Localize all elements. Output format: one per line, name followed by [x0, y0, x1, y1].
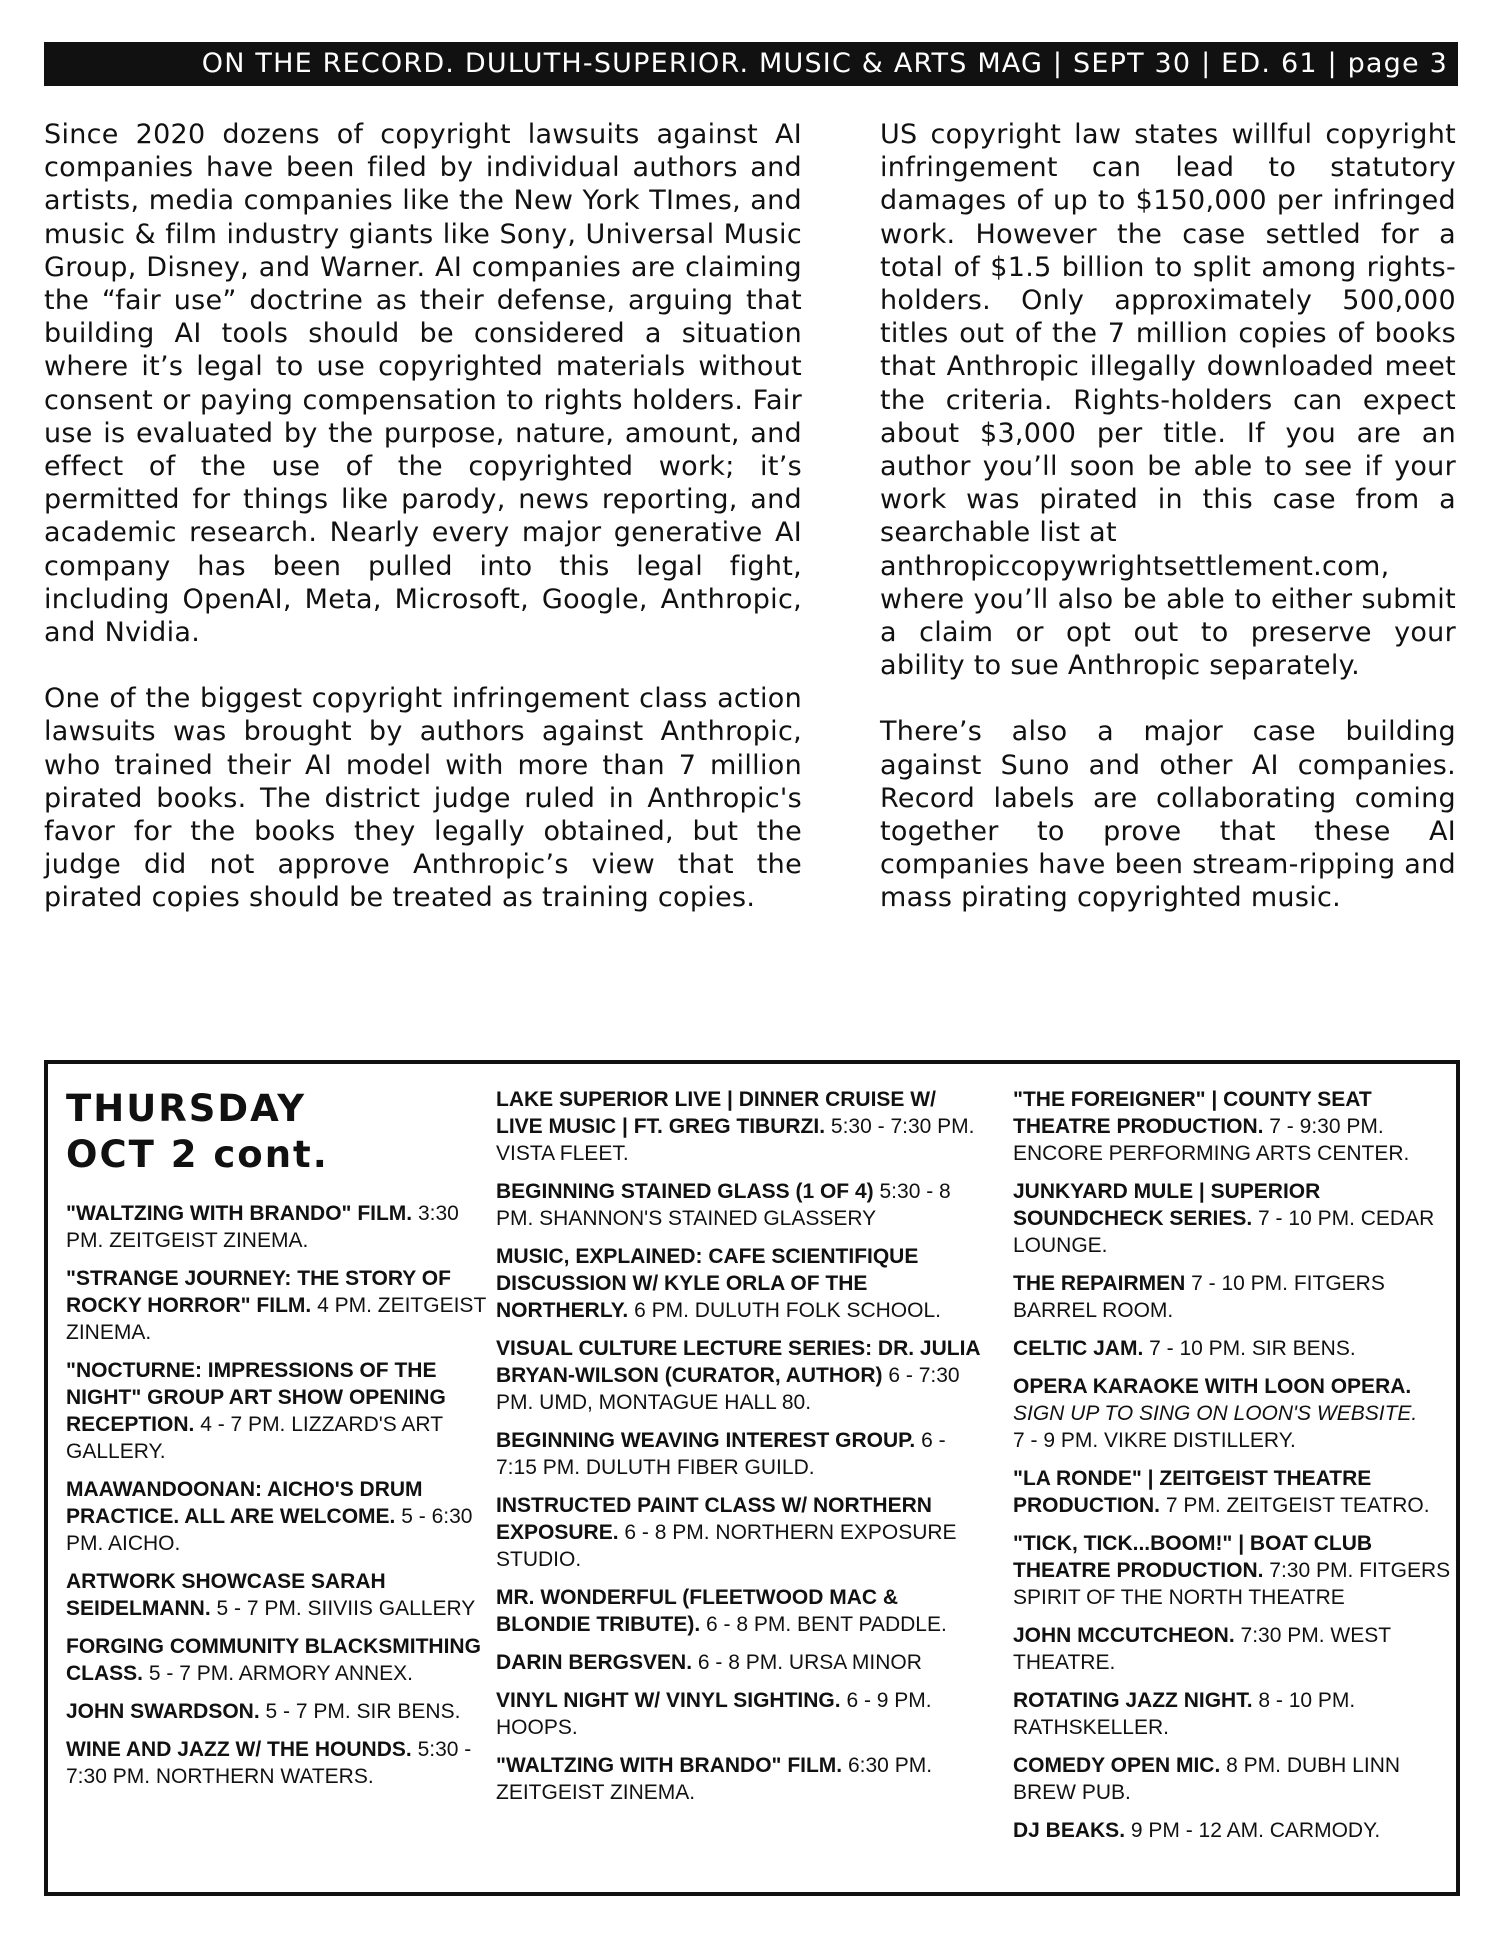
- event-details: 7 - 9:30 PM. ENCORE PERFORMING ARTS CENTER.: [1013, 1115, 1410, 1165]
- article-text: where you’ll also be able to either submit a claim or opt out to preserve your ability to sue Anthropic separately.: [880, 583, 1456, 682]
- event-title: BEGINNING STAINED GLASS (1 OF 4): [496, 1180, 874, 1203]
- event-title: MUSIC, EXPLAINED: CAFE SCIENTIFIQUE DISCUSSION W/ KYLE ORLA OF THE NORTHERLY.: [496, 1245, 919, 1322]
- event-details: 6 - 7:15 PM. DULUTH FIBER GUILD.: [496, 1429, 946, 1479]
- event-details: 5 - 7 PM. SIR BENS.: [265, 1700, 461, 1723]
- event-details: 6 - 9 PM. HOOPS.: [496, 1689, 932, 1739]
- event-details: 5 - 7 PM. SIIVIIS GALLERY: [216, 1597, 476, 1620]
- event-title: BEGINNING WEAVING INTEREST GROUP.: [496, 1429, 916, 1452]
- event-listing: [66, 1476, 486, 1557]
- event-title: MR. WONDERFUL (FLEETWOOD MAC & BLONDIE TRIBUTE).: [496, 1586, 899, 1636]
- event-listing: [496, 1335, 986, 1416]
- event-title: "LA RONDE" | ZEITGEIST THEATRE PRODUCTION.: [1013, 1467, 1372, 1517]
- event-title: INSTRUCTED PAINT CLASS W/ NORTHERN EXPOSURE.: [496, 1494, 932, 1544]
- event-details: 3:30 PM. ZEITGEIST ZINEMA.: [66, 1202, 459, 1252]
- event-listing: [496, 1086, 986, 1167]
- page-header: [44, 42, 1458, 86]
- event-details: 4 PM. ZEITGEIST ZINEMA.: [66, 1294, 486, 1344]
- settlement-url: anthropiccopywrightsettlement.com,: [880, 550, 1390, 582]
- event-listing: [1013, 1752, 1459, 1806]
- event-listing: [66, 1265, 486, 1346]
- event-title: COMEDY OPEN MIC.: [1013, 1754, 1221, 1777]
- event-title: LAKE SUPERIOR LIVE | DINNER CRUISE W/ LIVE MUSIC | FT. GREG TIBURZI.: [496, 1088, 936, 1138]
- article-paragraph: One of the biggest copyright infringement class action lawsuits was brought by authors against Anthropic, who trained their AI model with more than 7 million pirated books. The district judge ruled in Anthropic's favor for the books they legally obtained, but the judge did not approve Anthropic’s view that the pirated copies should be treated as training copies.: [44, 683, 802, 914]
- event-listing: [496, 1752, 986, 1806]
- event-details: 6 - 7:30 PM. UMD, MONTAGUE HALL 80.: [496, 1364, 960, 1414]
- event-listing: [496, 1178, 986, 1232]
- event-listing: [66, 1698, 486, 1725]
- event-listing: [1013, 1687, 1459, 1741]
- event-details: 4 - 7 PM. LIZZARD'S ART GALLERY.: [66, 1413, 443, 1463]
- event-details: 7 - 10 PM. FITGERS BARREL ROOM.: [1013, 1272, 1385, 1322]
- event-listing: [1013, 1373, 1459, 1454]
- event-listing: [66, 1357, 486, 1465]
- event-listing: [496, 1243, 986, 1324]
- event-title: ROTATING JAZZ NIGHT.: [1013, 1689, 1253, 1712]
- article-paragraph: Since 2020 dozens of copyright lawsuits against AI companies have been filed by individual authors and artists, media companies like the New York TImes, and music & film industry giants like Sony, Universal Music Group, Disney, and Warner. AI companies are claiming the “fair use” doctrine as their defense, arguing that building AI tools should be considered a situation where it’s legal to use copyrighted materials without consent or paying compensation to rights holders. Fair use is evaluated by the purpose, nature, amount, and effect of the use of the copyrighted work; it’s permitted for things like parody, news reporting, and academic research. Nearly every major generative AI company has been pulled into this legal fight, including OpenAI, Meta, Microsoft, Google, Anthropic, and Nvidia.: [44, 119, 802, 649]
- event-title: THE REPAIRMEN: [1013, 1272, 1186, 1295]
- event-title: JUNKYARD MULE | SUPERIOR SOUNDCHECK SERIES.: [1013, 1180, 1321, 1230]
- event-title: "WALTZING WITH BRANDO" FILM.: [66, 1202, 413, 1225]
- event-listing: [1013, 1335, 1459, 1362]
- event-title: "STRANGE JOURNEY: THE STORY OF ROCKY HORROR" FILM.: [66, 1267, 451, 1317]
- article-left-column: [44, 118, 802, 948]
- event-listing: [1013, 1270, 1459, 1324]
- event-listing: [1013, 1465, 1459, 1519]
- event-title: JOHN SWARDSON.: [66, 1700, 260, 1723]
- event-listing: [496, 1584, 986, 1638]
- event-listing: [1013, 1622, 1459, 1676]
- event-title: "WALTZING WITH BRANDO" FILM.: [496, 1754, 843, 1777]
- event-title: "TICK, TICK...BOOM!" | BOAT CLUB THEATRE PRODUCTION.: [1013, 1532, 1373, 1582]
- event-title: CELTIC JAM.: [1013, 1337, 1144, 1360]
- event-note: SIGN UP TO SING ON LOON'S WEBSITE.: [1013, 1402, 1418, 1425]
- event-title: MAAWANDOONAN: AICHO'S DRUM PRACTICE. ALL ARE WELCOME.: [66, 1478, 423, 1528]
- event-listing: [496, 1427, 986, 1481]
- event-title: "NOCTURNE: IMPRESSIONS OF THE NIGHT" GROUP ART SHOW OPENING RECEPTION.: [66, 1359, 446, 1436]
- event-listing: [1013, 1817, 1459, 1844]
- events-column-2: [496, 1086, 986, 1817]
- event-listing: [496, 1492, 986, 1573]
- day-name: THURSDAY: [66, 1087, 306, 1130]
- event-details: 7:30 PM. WEST THEATRE.: [1013, 1624, 1391, 1674]
- event-listing: [496, 1687, 986, 1741]
- event-title: VINYL NIGHT W/ VINYL SIGHTING.: [496, 1689, 841, 1712]
- event-title: WINE AND JAZZ W/ THE HOUNDS.: [66, 1738, 412, 1761]
- event-listing: [66, 1568, 486, 1622]
- article-paragraph: There’s also a major case building against Suno and other AI companies. Record labels are collaborating coming together to prove that these AI companies have been stream-ripping and mass pirating copyrighted music.: [880, 716, 1456, 914]
- event-details: 6 - 8 PM. NORTHERN EXPOSURE STUDIO.: [496, 1521, 957, 1571]
- event-details: 6 - 8 PM. BENT PADDLE.: [706, 1613, 947, 1636]
- event-title: VISUAL CULTURE LECTURE SERIES: DR. JULIA BRYAN-WILSON (CURATOR, AUTHOR): [496, 1337, 980, 1387]
- day-date: OCT 2 cont.: [66, 1133, 329, 1176]
- events-column-1: [66, 1086, 486, 1801]
- event-listing: [1013, 1086, 1459, 1167]
- event-details: 7 - 10 PM. CEDAR LOUNGE.: [1013, 1207, 1435, 1257]
- event-details: 8 - 10 PM. RATHSKELLER.: [1013, 1689, 1356, 1739]
- article-text: US copyright law states willful copyright infringement can lead to statutory damages of up to $150,000 per infringed work. However the case settled for a total of $1.5 billion to split among rights-holders. Only approximately 500,000 titles out of the 7 million copies of books that Anthropic illegally downloaded meet the criteria. Rights-holders can expect about $3,000 per title. If you are an author you’ll soon be able to see if your work was pirated in this case from a searchable list at: [880, 119, 1456, 549]
- event-title: DJ BEAKS.: [1013, 1819, 1126, 1842]
- event-title: "THE FOREIGNER" | COUNTY SEAT THEATRE PRODUCTION.: [1013, 1088, 1372, 1138]
- event-title: FORGING COMMUNITY BLACKSMITHING CLASS.: [66, 1635, 481, 1685]
- event-details: 5:30 - 7:30 PM. VISTA FLEET.: [496, 1115, 975, 1165]
- event-listing: [66, 1736, 486, 1790]
- event-details: 5:30 - 8 PM. SHANNON'S STAINED GLASSERY: [496, 1180, 951, 1230]
- event-details: 8 PM. DUBH LINN BREW PUB.: [1013, 1754, 1401, 1804]
- event-listing: [1013, 1178, 1459, 1259]
- event-details: 5 - 7 PM. ARMORY ANNEX.: [148, 1662, 413, 1685]
- event-details: 7 - 10 PM. SIR BENS.: [1149, 1337, 1356, 1360]
- event-details: 9 PM - 12 AM. CARMODY.: [1130, 1819, 1381, 1842]
- event-details: 7 PM. ZEITGEIST TEATRO.: [1165, 1494, 1430, 1517]
- header-text: ON THE RECORD. DULUTH-SUPERIOR. MUSIC & ARTS MAG | SEPT 30 | ED. 61 | page 3: [201, 48, 1448, 79]
- day-heading: [66, 1086, 486, 1178]
- event-details: 7 - 9 PM. VIKRE DISTILLERY.: [1013, 1429, 1296, 1452]
- event-listing: [1013, 1530, 1459, 1611]
- event-details: 6 PM. DULUTH FOLK SCHOOL.: [634, 1299, 941, 1322]
- event-details: 5 - 6:30 PM. AICHO.: [66, 1505, 473, 1555]
- event-details: 6 - 8 PM. URSA MINOR: [697, 1651, 922, 1674]
- event-title: ARTWORK SHOWCASE SARAH SEIDELMANN.: [66, 1570, 386, 1620]
- event-listing: [66, 1633, 486, 1687]
- event-title: DARIN BERGSVEN.: [496, 1651, 693, 1674]
- event-listing: [496, 1649, 986, 1676]
- event-details: 6:30 PM. ZEITGEIST ZINEMA.: [496, 1754, 933, 1804]
- event-title: JOHN MCCUTCHEON.: [1013, 1624, 1235, 1647]
- event-details: 7:30 PM. FITGERS SPIRIT OF THE NORTH THEATRE: [1013, 1559, 1451, 1609]
- events-listing-box: [44, 1060, 1460, 1896]
- event-listing: [66, 1200, 486, 1254]
- events-column-3: [1013, 1086, 1459, 1855]
- event-details: 5:30 - 7:30 PM. NORTHERN WATERS.: [66, 1738, 472, 1788]
- article-paragraph: [880, 118, 1456, 682]
- article-right-column: [880, 118, 1456, 948]
- event-title: OPERA KARAOKE WITH LOON OPERA.: [1013, 1375, 1412, 1398]
